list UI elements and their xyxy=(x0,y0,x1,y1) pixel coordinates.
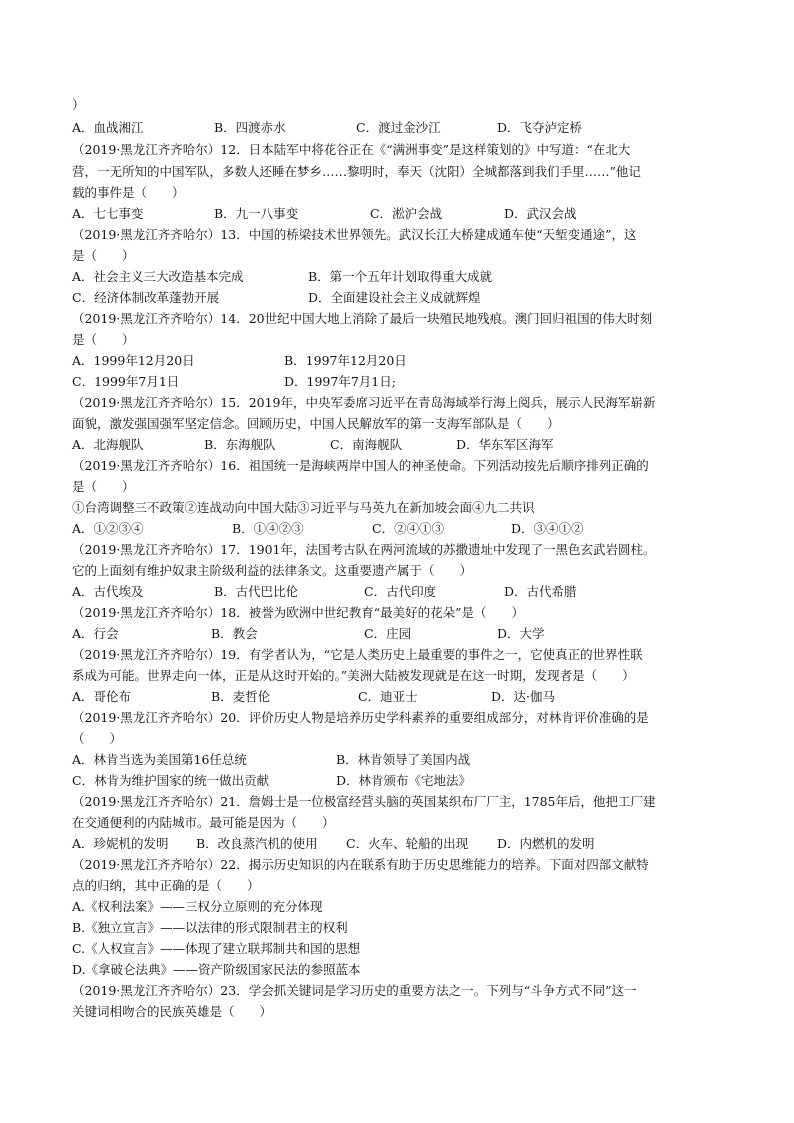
question-text-line: 在交通便利的内陆城市。最可能是因为（ ） xyxy=(72,815,335,830)
answer-option: D．达·伽马 xyxy=(491,689,555,704)
question-text-line: ） xyxy=(72,97,85,112)
answer-option: C．林肯为维护国家的统一做出贡献 xyxy=(72,773,270,788)
question-text-line: 是（ ） xyxy=(72,479,135,494)
answer-option: B．改良蒸汽机的使用 xyxy=(196,836,318,851)
answer-option: A．七七事变 xyxy=(72,206,144,221)
answer-option: D.《拿破仑法典》——资产阶级国家民法的参照蓝本 xyxy=(72,962,361,977)
question-text-line: （2019·黑龙江齐齐哈尔）18．被誉为欧洲中世纪教育“最美好的花朵”是（ ） xyxy=(72,605,524,620)
question-text-line: 面貌，激发强国强军坚定信念。回顾历史，中国人民解放军的第一支海军部队是（ ） xyxy=(72,416,560,431)
answer-option: A．①②③④ xyxy=(72,521,144,536)
answer-option: A．血战湘江 xyxy=(72,120,144,135)
question-text-line: 营，一无所知的中国军队，多数人还睡在梦乡……黎明时，奉天（沈阳）全城都落到我们手里……”他记 xyxy=(72,164,641,179)
answer-option: D．古代希腊 xyxy=(504,584,577,599)
question-text-line: （2019·黑龙江齐齐哈尔）19．有学者认为，“它是人类历史上最重要的事件之一，它使真正的世界性联 xyxy=(72,647,643,662)
answer-option: C.《人权宣言》——体现了建立联邦制共和国的思想 xyxy=(72,941,361,956)
answer-option: C．古代印度 xyxy=(364,584,437,599)
question-text-line: （2019·黑龙江齐齐哈尔）14．20世纪中国大地上消除了最后一块殖民地残痕。澳门回归祖国的伟大时刻 xyxy=(72,311,653,326)
answer-option: D．③④①② xyxy=(511,521,584,536)
question-text-line: 是（ ） xyxy=(72,332,135,347)
answer-option: A．珍妮机的发明 xyxy=(72,836,169,851)
question-text-line: 载的事件是（ ） xyxy=(72,185,185,200)
answer-option: A．社会主义三大改造基本完成 xyxy=(72,269,244,284)
question-text-line: 它的上面刻有维护奴隶主阶级利益的法律条文。这重要遗产属于（ ） xyxy=(72,563,473,578)
answer-option: C．庄园 xyxy=(364,626,412,641)
answer-option: B．①④②③ xyxy=(232,521,304,536)
answer-option: D．飞夺泸定桥 xyxy=(497,120,583,135)
answer-option: B．东海舰队 xyxy=(204,437,276,452)
answer-option: D．全面建设社会主义成就辉煌 xyxy=(308,290,481,305)
question-text-line: （2019·黑龙江齐齐哈尔）13．中国的桥梁技术世界领先。武汉长江大桥建成通车使“天堑变通途”，这 xyxy=(72,227,637,242)
answer-option: C．火车、轮船的出现 xyxy=(346,836,469,851)
question-text-line: （2019·黑龙江齐齐哈尔）17．1901年，法国考古队在两河流域的苏撒遗址中发现了一黑色玄武岩圆柱。 xyxy=(72,542,656,557)
answer-option: B．古代巴比伦 xyxy=(214,584,299,599)
question-text-line: （2019·黑龙江齐齐哈尔）22．揭示历史知识的内在联系有助于历史思维能力的培养。下面对四部文献特 xyxy=(72,857,649,872)
answer-option: D．林肯颁布《宅地法》 xyxy=(336,773,472,788)
answer-option: B．林肯领导了美国内战 xyxy=(336,752,471,767)
answer-option: A．1999年12月20日 xyxy=(72,353,195,368)
answer-option: D．武汉会战 xyxy=(504,206,577,221)
question-text-line: （ ） xyxy=(72,731,123,746)
answer-option: C．经济体制改革蓬勃开展 xyxy=(72,290,220,305)
answer-option: C．南海舰队 xyxy=(330,437,403,452)
question-text-line: ①台湾调整三不政策②连战动向中国大陆③习近平与马英九在新加坡会面④九二共识 xyxy=(72,500,535,515)
answer-option: D．大学 xyxy=(497,626,545,641)
answer-option: D．1997年7月1日; xyxy=(284,374,396,389)
answer-option: C．②④①③ xyxy=(372,521,445,536)
answer-option: B.《独立宣言》——以法律的形式限制君主的权利 xyxy=(72,920,348,935)
answer-option: B．麦哲伦 xyxy=(211,689,271,704)
answer-option: A．行会 xyxy=(72,626,119,641)
question-text-line: （2019·黑龙江齐齐哈尔）12．日本陆军中将花谷正在《“满洲事变”是这样策划的》中写道：“在北大 xyxy=(72,142,631,157)
answer-option: D．华东军区海军 xyxy=(456,437,554,452)
answer-option: C．淞沪会战 xyxy=(370,206,443,221)
answer-option: A．林肯当选为美国第16任总统 xyxy=(72,752,247,767)
answer-option: A．古代埃及 xyxy=(72,584,144,599)
answer-option: C．渡过金沙江 xyxy=(356,120,441,135)
question-text-line: 系成为可能。世界走向一体，正是从这时开始的。”美洲大陆被发现就是在这一时期，发现者是（ ） xyxy=(72,668,635,683)
answer-option: C．1999年7月1日 xyxy=(72,374,180,389)
question-text-line: （2019·黑龙江齐齐哈尔）23．学会抓关键词是学习历史的重要方法之一。下列与“斗争方式不同”这一 xyxy=(72,983,637,998)
answer-option: C．迪亚士 xyxy=(358,689,418,704)
question-text-line: （2019·黑龙江齐齐哈尔）15．2019年，中央军委席习近平在青岛海域举行海上阅兵，展示人民海军崭新 xyxy=(72,395,656,410)
answer-option: B．教会 xyxy=(211,626,258,641)
answer-option: A．哥伦布 xyxy=(72,689,132,704)
question-text-line: （2019·黑龙江齐齐哈尔）20．评价历史人物是培养历史学科素养的重要组成部分，对林肯评价准确的是 xyxy=(72,710,649,725)
answer-option: A.《权利法案》——三权分立原则的充分体现 xyxy=(72,899,323,914)
question-text-line: 是（ ） xyxy=(72,248,135,263)
question-text-line: 关键词相吻合的民族英雄是（ ） xyxy=(72,1004,273,1019)
question-text-line: 点的归纳，其中正确的是（ ） xyxy=(72,878,260,893)
question-text-line: （2019·黑龙江齐齐哈尔）21．詹姆士是一位极富经营头脑的英国某织布厂厂主，1785年后，他把工厂建 xyxy=(72,794,656,809)
question-text-line: （2019·黑龙江齐齐哈尔）16．祖国统一是海峡两岸中国人的神圣使命。下列活动按先后顺序排列正确的 xyxy=(72,458,649,473)
answer-option: A．北海舰队 xyxy=(72,437,144,452)
answer-option: B．四渡赤水 xyxy=(214,120,286,135)
answer-option: B．第一个五年计划取得重大成就 xyxy=(308,269,493,284)
answer-option: B．1997年12月20日 xyxy=(284,353,407,368)
answer-option: B．九一八事变 xyxy=(214,206,299,221)
answer-option: D．内燃机的发明 xyxy=(497,836,595,851)
